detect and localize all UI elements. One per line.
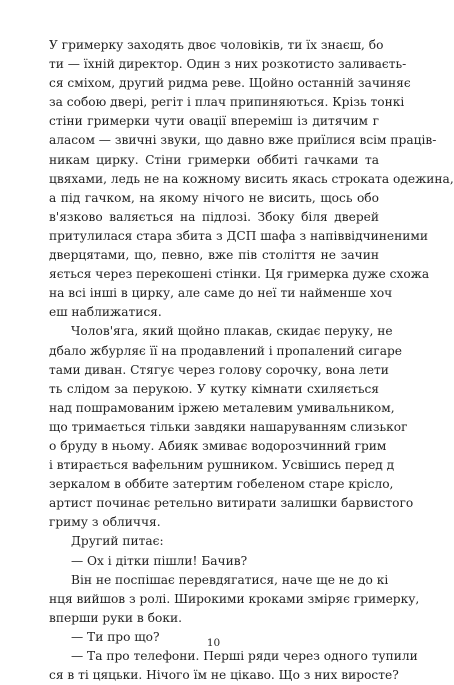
text-line: ть слідом за перукою. У кутку кімнати схиляється — [49, 381, 379, 396]
text-line: що тримається тільки завдяки нашаруванням слизьког — [49, 419, 408, 434]
text-line: гриму з обличчя. — [49, 515, 161, 530]
text-line: Чолов'яга, який щойно плакав, скидає перуку, не — [71, 324, 393, 339]
text-line: ся в ті цяцьки. Нічого їм не цікаво. Що з них виросте? — [49, 668, 399, 683]
text-line: і втирається вафельним рушником. Усвішись перед д — [49, 458, 395, 473]
text-line: за собою двері, регіт і плач припиняються. Крізь тонкі — [49, 95, 405, 110]
text-line: — Та про телефони. Перші ряди через одного тупили — [71, 649, 418, 663]
text-line: дверцятами, що, певно, вже пів століття не зачин — [49, 248, 379, 263]
text-line: Другий питає: — [71, 534, 164, 549]
text-line: вперши руки в боки. — [49, 610, 182, 625]
text-line: дбало жбурляє її на продавлений і пропалений сигаре — [49, 343, 402, 358]
text-line: никам цирку. Стіни гримерки оббиті гачками та — [49, 152, 379, 167]
text-line: зеркалом в оббите затертим гобеленом старе крісло, — [49, 477, 394, 492]
page-number: 10 — [206, 637, 221, 649]
text-line: на всі інші в цирку, але саме до неї ти найменше хоч — [49, 286, 393, 301]
text-line: стіни гримерки чути овації впереміш із дитячим г — [49, 114, 379, 129]
text-line: ти — їхній директор. Один з них розкотисто заливаєть- — [49, 57, 407, 72]
text-line: артист починає ретельно витирати залишки барвистого — [49, 496, 414, 511]
text-line: еш наближатися. — [49, 305, 162, 320]
text-line: в'язково валяється на підлозі. Збоку біля дверей — [49, 209, 379, 224]
text-line: ся сміхом, другий ридма реве. Щойно останній зачиняє — [49, 76, 411, 91]
body-text — [49, 36, 454, 685]
text-line: аласом — звичні звуки, що давно вже приїлися всім праців- — [49, 133, 437, 148]
text-line: У гримерку заходять двоє чоловіків, ти їх знаєш, бо — [49, 38, 384, 52]
text-line: — Ох і дітки пішли! Бачив? — [71, 553, 248, 568]
text-line: нця вийшов з ролі. Широкими кроками зміряє гримерку, — [49, 591, 420, 606]
text-line: цвяхами, ледь не на кожному висить якась строката одежина, — [49, 171, 454, 186]
text-line: притулилася стара збита з ДСП шафа з напіввідчиненими — [49, 228, 428, 243]
text-line: Він не поспішає перевдягатися, наче ще не до кі — [71, 572, 389, 587]
text-line: о бруду в ньому. Абияк змиває водорозчинний грим — [49, 438, 387, 453]
text-line: — Ти про що? — [71, 629, 160, 644]
text-line: а під гачком, на якому нічого не висить, щось обо — [49, 190, 379, 205]
text-line: яється через перекошені стінки. Ця гримерка дуже схожа — [49, 267, 430, 282]
text-line: тами диван. Стягує через голову сорочку, вона лети — [49, 362, 389, 377]
text-line: над пошрамованим іржею металевим умивальником, — [49, 400, 395, 415]
